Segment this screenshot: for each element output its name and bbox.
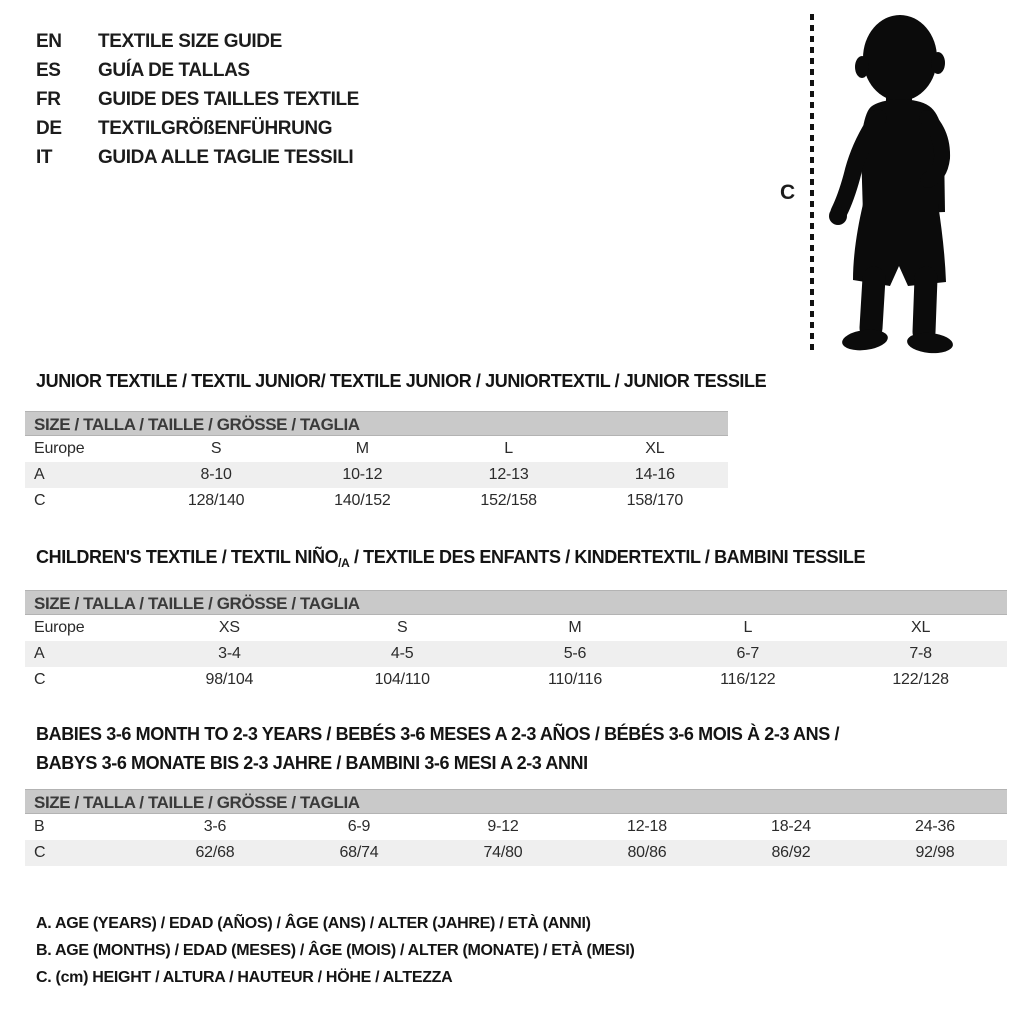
language-code: IT xyxy=(36,147,53,168)
age-cell: 3-6 xyxy=(203,818,227,835)
table-row-height xyxy=(25,667,1007,693)
table-row-europe xyxy=(25,615,1007,641)
age-cell: 6-9 xyxy=(347,818,371,835)
height-cell: 80/86 xyxy=(627,844,667,861)
height-cell: 86/92 xyxy=(771,844,811,861)
height-cell: 122/128 xyxy=(892,671,949,688)
size-cell: M xyxy=(568,619,582,636)
age-cell: 5-6 xyxy=(563,645,587,662)
heading-line-1: BABIES 3-6 MONTH TO 2-3 YEARS / BEBÉS 3-6 MESES A 2-3 AÑOS / BÉBÉS 3-6 MOIS À 2-3 ANS / xyxy=(36,724,840,744)
size-cell: XL xyxy=(911,619,931,636)
language-row-fr xyxy=(36,85,359,114)
size-cell: L xyxy=(743,619,753,636)
height-cell: 92/98 xyxy=(915,844,955,861)
height-cell: 116/122 xyxy=(720,671,776,688)
height-cell: 98/104 xyxy=(205,671,254,688)
language-title: GUIDE DES TAILLES TEXTILE xyxy=(98,89,359,110)
size-cell: XS xyxy=(218,619,240,636)
size-cell: XL xyxy=(645,440,665,457)
height-cell: 128/140 xyxy=(187,492,245,509)
legend-line-c: C. (cm) HEIGHT / ALTURA / HAUTEUR / HÖHE / ALTEZZA xyxy=(36,969,453,986)
age-cell: 8-10 xyxy=(200,466,232,483)
language-title-list xyxy=(36,27,359,172)
age-cell: 24-36 xyxy=(915,818,955,835)
legend-line-b: B. AGE (MONTHS) / EDAD (MESES) / ÂGE (MOIS) / ALTER (MONATE) / ETÀ (MESI) xyxy=(36,942,635,959)
age-cell: 12-18 xyxy=(627,818,667,835)
size-cell: M xyxy=(355,440,369,457)
language-code: ES xyxy=(36,60,61,81)
table-row-europe xyxy=(25,436,728,462)
language-row-de xyxy=(36,114,359,143)
size-cell: L xyxy=(504,440,513,457)
legend-line-a: A. AGE (YEARS) / EDAD (AÑOS) / ÂGE (ANS) / ALTER (JAHRE) / ETÀ (ANNI) xyxy=(36,915,591,932)
size-cell: S xyxy=(210,440,222,457)
height-cell: 158/170 xyxy=(626,492,684,509)
measure-legend xyxy=(36,910,635,991)
table-row-age xyxy=(25,462,728,488)
language-row-it xyxy=(36,143,359,172)
age-cell: 4-5 xyxy=(390,645,414,662)
age-cell: 3-4 xyxy=(218,645,241,662)
age-cell: 10-12 xyxy=(342,466,383,483)
language-code: EN xyxy=(36,31,62,52)
age-cell: 18-24 xyxy=(771,818,811,835)
size-cell: S xyxy=(396,619,408,636)
row-label-cell: A xyxy=(34,466,45,483)
age-cell: 12-13 xyxy=(488,466,529,483)
toddler-silhouette-icon xyxy=(826,6,976,356)
height-cell: 62/68 xyxy=(195,844,235,861)
row-label-cell: A xyxy=(34,645,45,662)
age-cell: 6-7 xyxy=(736,645,760,662)
table-header-bar: SIZE / TALLA / TAILLE / GRÖSSE / TAGLIA xyxy=(25,789,1007,814)
section-heading-junior: JUNIOR TEXTILE / TEXTIL JUNIOR/ TEXTILE JUNIOR / JUNIORTEXTIL / JUNIOR TESSILE xyxy=(36,371,767,391)
language-title: TEXTILE SIZE GUIDE xyxy=(98,31,282,52)
table-header-bar: SIZE / TALLA / TAILLE / GRÖSSE / TAGLIA xyxy=(25,590,1007,615)
row-label-cell: C xyxy=(34,492,46,509)
language-title: GUÍA DE TALLAS xyxy=(98,60,250,81)
heading-subscript: /A xyxy=(338,556,350,570)
section-heading-babies xyxy=(36,724,839,774)
dotted-measure-line xyxy=(810,14,814,354)
language-row-en xyxy=(36,27,359,56)
age-cell: 9-12 xyxy=(487,818,519,835)
table-row-age-months xyxy=(25,814,1007,840)
height-measure-figure xyxy=(770,0,990,370)
size-table-babies xyxy=(25,789,1007,866)
table-header-bar: SIZE / TALLA / TAILLE / GRÖSSE / TAGLIA xyxy=(25,411,728,436)
language-code: DE xyxy=(36,118,62,139)
height-cell: 68/74 xyxy=(339,844,379,861)
language-row-es xyxy=(36,56,359,85)
size-table-children xyxy=(25,590,1007,693)
row-label-cell: C xyxy=(34,844,46,861)
heading-text: / TEXTILE DES ENFANTS / KINDERTEXTIL / BAMBINI TESSILE xyxy=(349,547,866,567)
age-cell: 7-8 xyxy=(909,645,932,662)
height-cell: 152/158 xyxy=(480,492,537,509)
row-label-cell: Europe xyxy=(34,619,85,636)
table-row-height xyxy=(25,840,1007,866)
table-row-height xyxy=(25,488,728,514)
height-cell: 74/80 xyxy=(483,844,523,861)
heading-text: CHILDREN'S TEXTILE / TEXTIL NIÑO xyxy=(36,547,339,567)
section-heading-children xyxy=(36,547,865,574)
age-cell: 14-16 xyxy=(634,466,675,483)
table-row-age xyxy=(25,641,1007,667)
height-cell: 140/152 xyxy=(334,492,391,509)
language-title: TEXTILGRÖßENFÜHRUNG xyxy=(98,118,333,139)
language-title: GUIDA ALLE TAGLIE TESSILI xyxy=(98,147,354,168)
size-table-junior xyxy=(25,411,728,514)
height-cell: 104/110 xyxy=(374,671,430,688)
height-cell: 110/116 xyxy=(547,671,603,688)
measure-label-c: C xyxy=(780,181,796,204)
language-code: FR xyxy=(36,89,61,110)
row-label-cell: B xyxy=(34,818,45,835)
row-label-cell: Europe xyxy=(34,440,85,457)
row-label-cell: C xyxy=(34,671,46,688)
heading-line-2: BABYS 3-6 MONATE BIS 2-3 JAHRE / BAMBINI 3-6 MESI A 2-3 ANNI xyxy=(36,753,588,773)
